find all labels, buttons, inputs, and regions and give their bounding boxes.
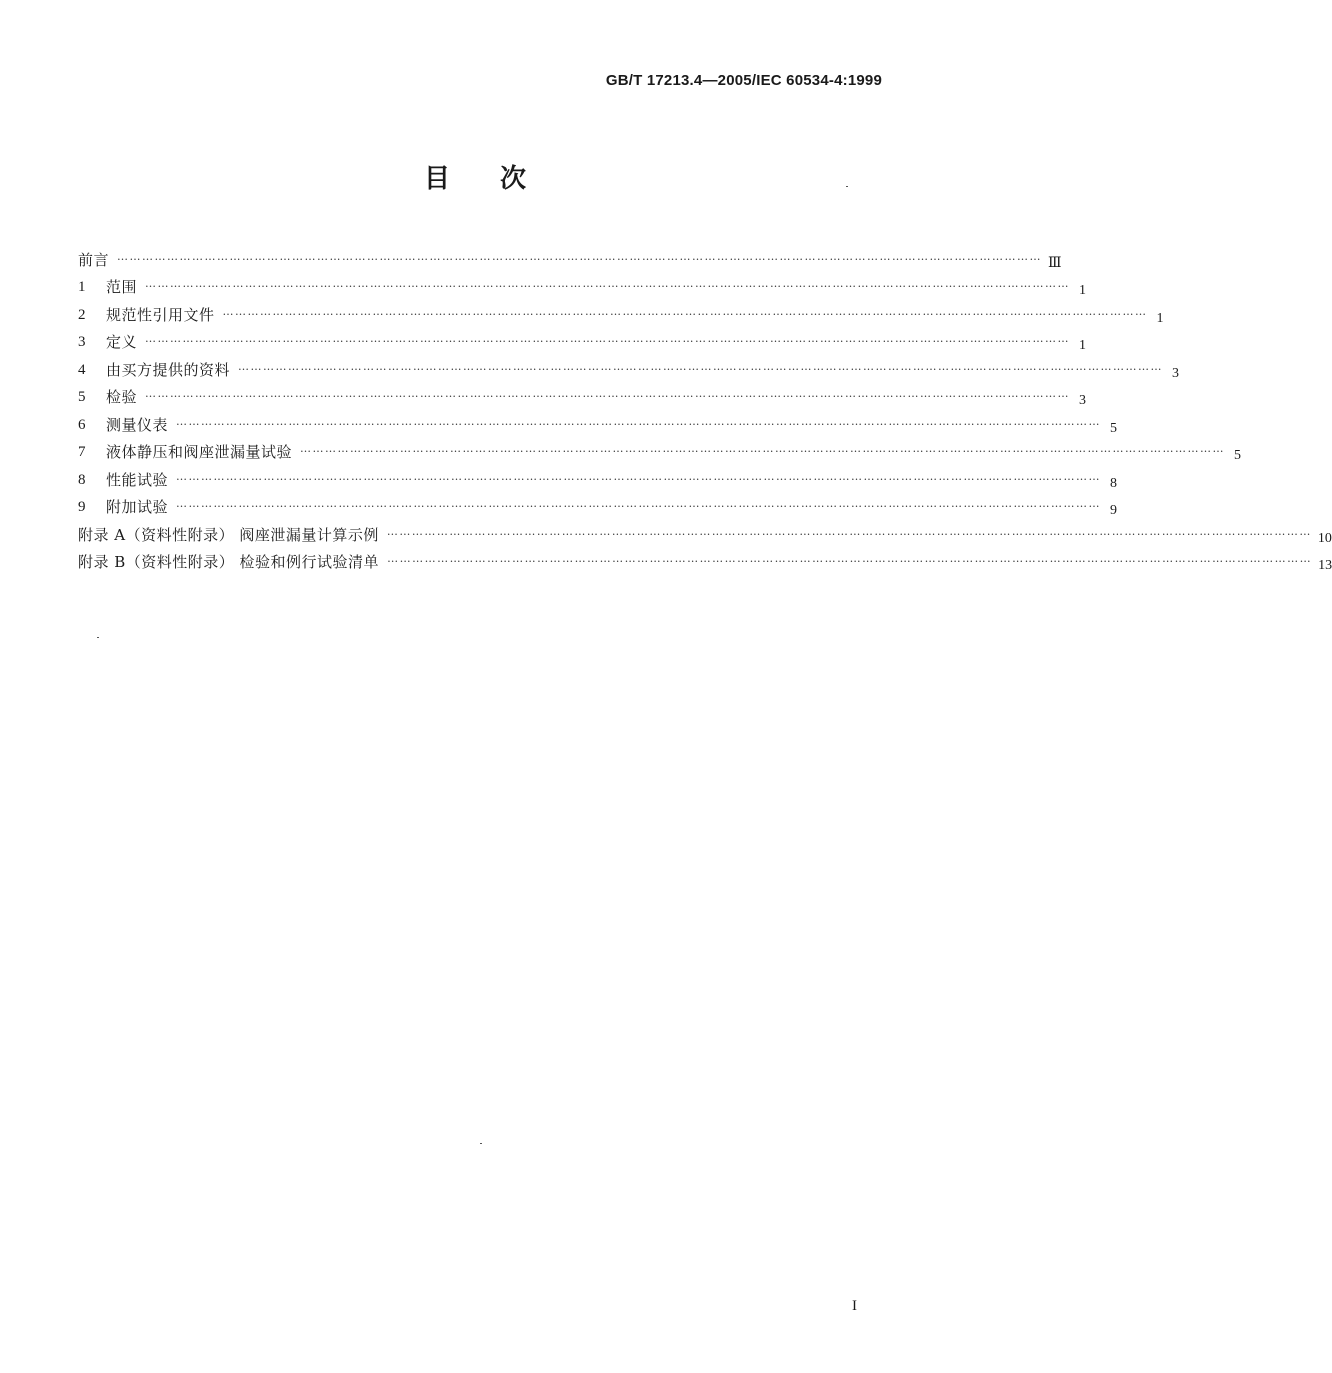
toc-leader-dots: …………………………………………………………………………………………………………………………………………………………………………………………………… <box>387 552 1313 565</box>
toc-entry-label: 范围 <box>106 278 138 296</box>
page-title <box>0 158 950 195</box>
toc-entry-annex-b[interactable] <box>78 544 1332 573</box>
toc-entry-number: 1 <box>78 279 86 295</box>
toc-leader-dots: …………………………………………………………………………………………………………………………………………………………………………………………………… <box>145 332 1071 345</box>
toc-entry-number: 2 <box>78 306 86 323</box>
scan-speck <box>97 637 99 638</box>
toc-entry-page: 1 <box>1156 310 1164 326</box>
toc-entry-page: 5 <box>1234 448 1242 463</box>
toc-entry-page: 5 <box>1110 420 1118 436</box>
toc-entry-number: 6 <box>78 416 86 433</box>
toc-entry-page: 1 <box>1079 283 1087 298</box>
scan-speck <box>846 186 848 187</box>
toc-entry-label: 定义 <box>106 333 138 351</box>
toc-entry-definitions[interactable] <box>78 324 1087 353</box>
toc-entry-label: 附录 B（资料性附录） 检验和例行试验清单 <box>78 553 380 571</box>
toc-entry-normative-references[interactable] <box>78 296 1164 326</box>
toc-leader-dots: …………………………………………………………………………………………………………………………………………………………………………………………………… <box>117 249 1043 263</box>
toc-entry-label: 检验 <box>106 388 138 406</box>
toc-entry-scope[interactable] <box>78 269 1087 298</box>
toc-entry-page: 10 <box>1317 530 1332 546</box>
toc-entry-label: 性能试验 <box>106 470 169 489</box>
toc-entry-label: 前言 <box>78 250 110 269</box>
toc-leader-dots: …………………………………………………………………………………………………………………………………………………………………………………………………… <box>145 277 1071 290</box>
toc-entry-number: 3 <box>78 334 86 350</box>
title-char-1: 目 <box>423 164 450 194</box>
standard-code: GB/T 17213.4—2005/IEC 60534-4:1999 <box>605 72 882 89</box>
toc-leader-dots: …………………………………………………………………………………………………………………………………………………………………………………………………… <box>176 469 1102 483</box>
toc-entry-page: Ⅲ <box>1048 255 1062 271</box>
toc-entry-instruments[interactable] <box>78 406 1118 436</box>
toc-entry-page: 13 <box>1318 558 1332 573</box>
toc-leader-dots: …………………………………………………………………………………………………………………………………………………………………………………………………… <box>222 304 1148 318</box>
toc-entry-purchaser-information[interactable] <box>78 351 1180 381</box>
toc-entry-annex-a[interactable] <box>78 516 1332 546</box>
toc-leader-dots: …………………………………………………………………………………………………………………………………………………………………………………………………… <box>145 387 1071 400</box>
toc-entry-label: 测量仪表 <box>106 415 169 434</box>
toc-entry-page: 9 <box>1110 503 1118 518</box>
toc-entry-page: 3 <box>1172 365 1180 381</box>
toc-entry-foreword[interactable] <box>78 241 1062 271</box>
toc-entry-hydrostatic-seat-leakage-test[interactable] <box>78 434 1242 463</box>
page-number: I <box>852 1298 857 1314</box>
toc-entry-inspection[interactable] <box>78 379 1087 408</box>
toc-entry-page: 1 <box>1079 338 1087 353</box>
toc-entry-label: 由买方提供的资料 <box>106 360 231 379</box>
toc-entry-number: 7 <box>78 444 86 460</box>
toc-entry-number: 9 <box>78 499 86 515</box>
table-of-contents <box>78 241 1332 573</box>
toc-entry-number: 8 <box>78 471 86 488</box>
title-char-2: 次 <box>500 164 527 194</box>
toc-entry-label: 液体静压和阀座泄漏量试验 <box>106 443 293 461</box>
toc-entry-number: 5 <box>78 389 86 405</box>
toc-entry-performance-test[interactable] <box>78 461 1118 491</box>
scan-speck <box>480 1143 482 1144</box>
toc-leader-dots: …………………………………………………………………………………………………………………………………………………………………………………………………… <box>238 359 1164 373</box>
toc-entry-number: 4 <box>78 361 86 378</box>
toc-entry-label: 附加试验 <box>106 498 169 516</box>
toc-entry-label: 附录 A（资料性附录） 阀座泄漏量计算示例 <box>78 525 379 544</box>
toc-entry-page: 3 <box>1079 393 1087 408</box>
toc-leader-dots: …………………………………………………………………………………………………………………………………………………………………………………………………… <box>386 524 1312 538</box>
toc-leader-dots: …………………………………………………………………………………………………………………………………………………………………………………………………… <box>176 414 1102 428</box>
toc-entry-page: 8 <box>1110 475 1118 491</box>
toc-leader-dots: …………………………………………………………………………………………………………………………………………………………………………………………………… <box>176 497 1102 510</box>
toc-entry-additional-tests[interactable] <box>78 489 1118 518</box>
toc-entry-label: 规范性引用文件 <box>106 305 215 324</box>
toc-leader-dots: …………………………………………………………………………………………………………………………………………………………………………………………………… <box>300 442 1226 455</box>
